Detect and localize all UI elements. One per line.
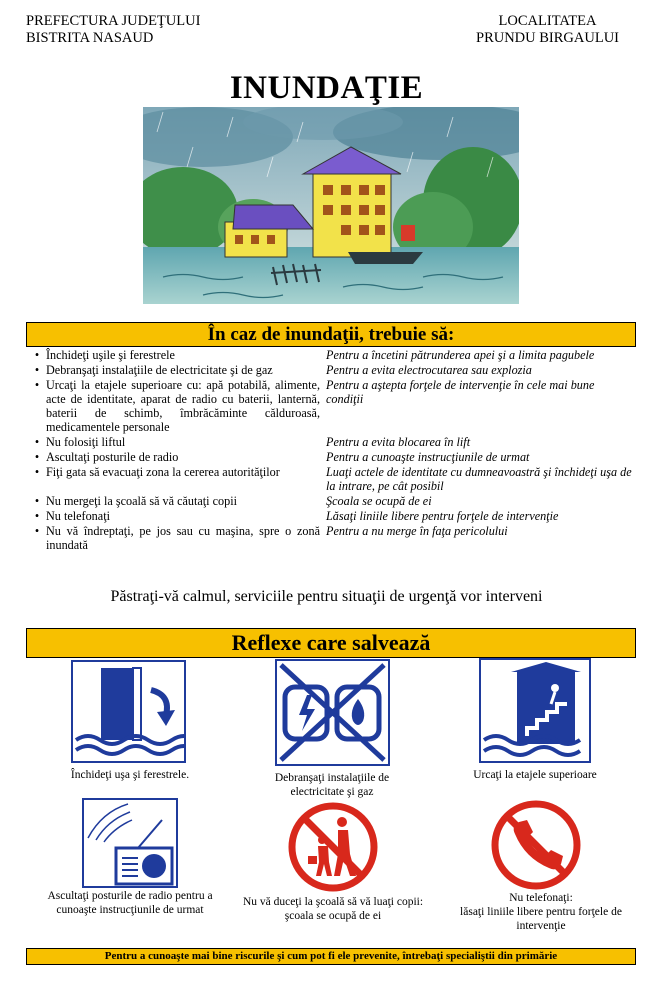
- bullet-icon: •: [34, 450, 40, 464]
- footer-banner: Pentru a cunoaşte mai bine riscurile şi cum pot fi ele prevenite, întrebaţi specialiştii din primărie: [26, 948, 636, 965]
- radio-icon: [82, 798, 178, 888]
- upstairs-caption: Urcaţi la etajele superioare: [473, 769, 597, 781]
- locality-line2: PRUNDU BIRGAULUI: [476, 30, 619, 46]
- prefecture-header: [26, 13, 200, 47]
- rule-action: Fiţi gata să evacuaţi zona la cererea autorităţilor: [46, 465, 280, 479]
- rule-reason: Pentru a încetini pătrunderea apei şi a limita pagubele: [326, 348, 595, 362]
- no-electricity-gas-icon: [275, 659, 390, 766]
- list-item: [28, 450, 632, 464]
- rule-reason: Lăsaţi liniile libere pentru forţele de intervenţie: [326, 509, 559, 523]
- bullet-icon: •: [34, 465, 40, 479]
- bullet-icon: •: [34, 363, 40, 377]
- list-item: [28, 524, 632, 552]
- stairs-up-icon: [479, 658, 591, 763]
- bullet-icon: •: [34, 435, 40, 449]
- locality-line1: LOCALITATEA: [498, 13, 597, 29]
- calm-message: Păstraţi-vă calmul, serviciile pentru situaţii de urgenţă vor interveni: [110, 588, 543, 605]
- list-item: [28, 378, 632, 434]
- rule-action: Urcaţi la etajele superioare cu: apă potabilă, alimente, acte de identitate, aparat de radio cu baterii, lanternă, baterii de schimb, îmbrăcăminte călduroasă, medicamentele personale: [46, 378, 320, 434]
- phone-caption-line1: Nu telefonaţi:: [509, 892, 573, 904]
- doors-caption: Închideţi uşa şi ferestrele.: [70, 769, 190, 781]
- bullet-icon: •: [34, 509, 40, 523]
- rule-reason: Pentru a nu merge în faţa pericolului: [326, 524, 508, 538]
- rule-reason: Pentru a cunoaşte instrucţiunile de urmat: [326, 450, 530, 464]
- page-title: INUNDAŢIE: [229, 70, 424, 106]
- phone-caption-line2: lăsaţi liniile libere pentru forţele de intervenţie: [460, 906, 622, 932]
- list-item: [28, 509, 632, 523]
- radio-caption: Ascultaţi posturile de radio pentru a cunoaşte instrucţiunile de urmat: [47, 890, 213, 916]
- prefecture-line2: BISTRITA NASAUD: [26, 30, 154, 46]
- rule-action: Nu telefonaţi: [46, 509, 110, 523]
- rule-reason: Pentru a evita electrocutarea sau explozia: [326, 363, 532, 377]
- rule-action: Ascultaţi posturile de radio: [46, 450, 179, 464]
- section-reflexes-banner: Reflexe care salvează: [26, 628, 636, 658]
- bullet-icon: •: [34, 494, 40, 508]
- flood-rules-list: [28, 348, 632, 553]
- rule-action: Debranşaţi instalaţiile de electricitate şi de gaz: [46, 363, 273, 377]
- phone-caption: [452, 891, 630, 933]
- rule-action: Nu mergeţi la şcoală să vă căutaţi copii: [46, 494, 237, 508]
- rule-reason: Luaţi actele de identitate cu dumneavoastră şi închideţi uşa de la intrare, pe cât posibil: [326, 465, 632, 493]
- rule-action: Nu vă îndreptaţi, pe jos sau cu maşina, spre o zonă inundată: [46, 524, 320, 552]
- door-close-icon: [71, 660, 186, 763]
- rule-action: Nu folosiţi liftul: [46, 435, 126, 449]
- list-item: [28, 363, 632, 377]
- list-item: [28, 348, 632, 362]
- bullet-icon: •: [34, 378, 40, 392]
- no-school-pickup-icon: [288, 802, 378, 892]
- prefecture-line1: PREFECTURA JUDEŢULUI: [26, 13, 201, 29]
- rule-reason: Şcoala se ocupă de ei: [326, 494, 432, 508]
- list-item: [28, 494, 632, 508]
- rule-action: Închideţi uşile şi ferestrele: [46, 348, 175, 362]
- no-phone-icon: [491, 800, 581, 890]
- rule-reason: Pentru a aştepta forţele de intervenţie în cele mai bune condiţii: [326, 378, 595, 406]
- rule-reason: Pentru a evita blocarea în lift: [326, 435, 471, 449]
- school-caption: Nu vă duceţi la şcoală să vă luaţi copii: şcoala se ocupă de ei: [242, 896, 424, 922]
- list-item: [28, 435, 632, 449]
- flood-house-illustration: [143, 107, 519, 304]
- bullet-icon: •: [34, 348, 40, 362]
- utilities-caption: Debranşaţi instalaţiile de electricitate şi gaz: [274, 772, 390, 798]
- locality-header: [476, 13, 619, 47]
- section-what-to-do-banner: În caz de inundaţii, trebuie să:: [26, 322, 636, 347]
- list-item: [28, 465, 632, 493]
- bullet-icon: •: [34, 524, 40, 538]
